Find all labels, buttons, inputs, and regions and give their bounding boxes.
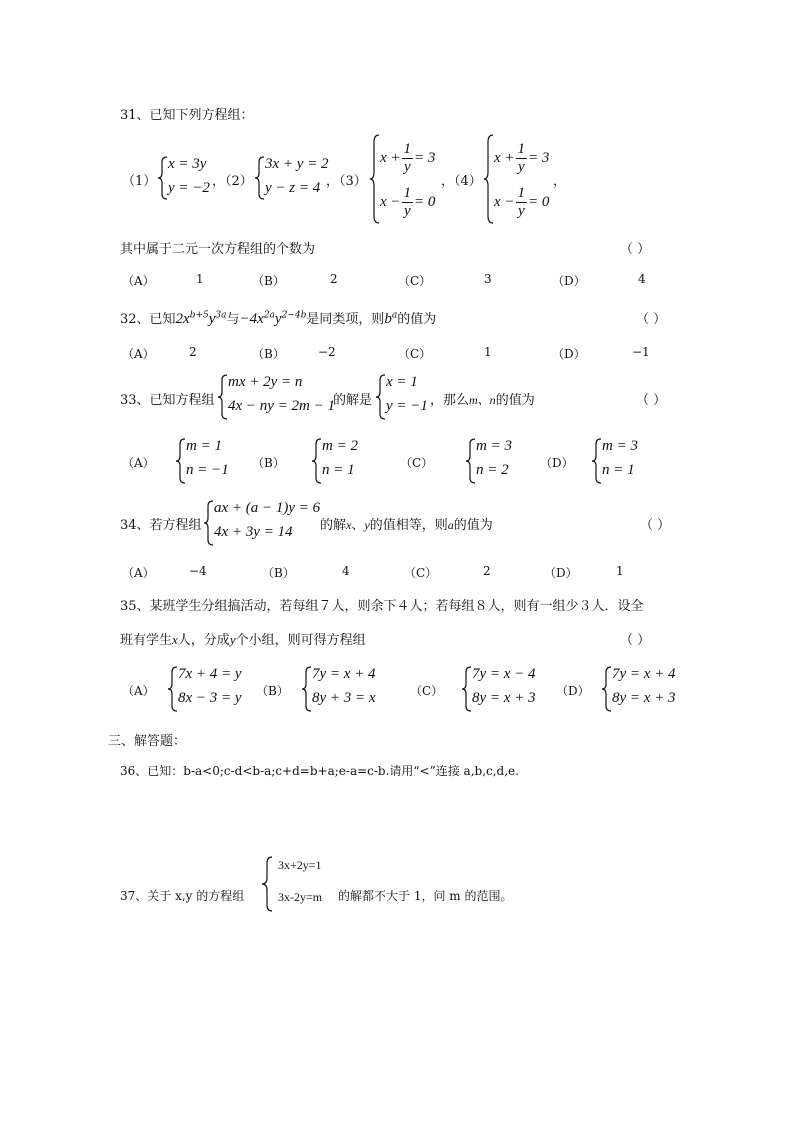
- q33-answer-paren: （ ）: [636, 393, 667, 408]
- q31-answer-paren: （ ）: [620, 242, 651, 257]
- q32-option-c-label: （C）: [398, 347, 432, 361]
- q34-option-d-label: （D）: [544, 566, 578, 580]
- section-3-heading: 三、解答题：: [108, 734, 187, 749]
- q36-text: 36、已知：b-a<0;c-d<b-a;c+d=b+a;e-a=c-b.请用“<”连接 a,b,c,d,e.: [120, 764, 519, 778]
- q37-sys-eq1: 3x+2y=1: [278, 858, 322, 872]
- q31-sys2-eq2: y − z = 4: [265, 180, 321, 196]
- q31-sys4-eq2: x − $\frac{1}{y}$ = 0: [494, 185, 550, 219]
- q37-system: [262, 856, 342, 912]
- q31-label-3: ，（3）: [326, 174, 367, 189]
- q33-a-eq1: m = 1: [186, 438, 222, 454]
- q33-sys-eq2: 4x − ny = 2m − 1: [228, 398, 336, 414]
- brace-icon: [176, 438, 186, 484]
- q33-d-eq1: m = 3: [602, 438, 638, 454]
- q33-sol-eq2: y = −1: [386, 398, 428, 414]
- q34-stem-pre: 34、若方程组: [120, 518, 202, 533]
- q32-stem: 32、已知$2x^{b+5}y^{3a}$与$-4x^{2a}y^{2-4b}$是同类项，则$b^a$的值为: [120, 310, 437, 327]
- q31-sys1-eq1: x = 3y: [168, 156, 207, 172]
- q35-d-eq2: 8y = x + 3: [612, 690, 676, 706]
- q34-sys-eq2: 4x + 3y = 14: [214, 524, 293, 540]
- q31-option-b-label: （B）: [252, 274, 285, 288]
- q33-option-a-system: [176, 438, 236, 484]
- q32-option-d-label: （D）: [552, 347, 586, 361]
- q34-option-c-value: 2: [483, 564, 491, 578]
- q31-sys2-eq1: 3x + y = 2: [265, 156, 329, 172]
- q33-option-b-label: （B）: [252, 456, 285, 470]
- brace-icon: [168, 666, 178, 712]
- q35-c-eq2: 8y = x + 3: [472, 690, 536, 706]
- q33-b-eq1: m = 2: [322, 438, 358, 454]
- q33-d-eq2: n = 1: [602, 462, 635, 478]
- q33-b-eq2: n = 1: [322, 462, 355, 478]
- q31-option-a-label: （A）: [122, 274, 155, 288]
- q31-sys4-eq1: x + $\frac{1}{y}$ = 3: [494, 141, 550, 175]
- brace-icon: [376, 374, 386, 420]
- q37-stem-post: 的解都不大于 1，问 m 的范围。: [338, 889, 513, 903]
- q35-b-eq2: 8y + 3 = x: [312, 690, 376, 706]
- q34-option-a-label: （A）: [122, 566, 155, 580]
- q33-option-d-label: （D）: [540, 456, 574, 470]
- q35-line2: 班有学生x人，分成y个小组，则可得方程组: [120, 632, 366, 648]
- q35-answer-paren: （ ）: [620, 633, 651, 648]
- q33-c-eq1: m = 3: [476, 438, 512, 454]
- q35-b-eq1: 7y = x + 4: [312, 666, 376, 682]
- q35-option-c-label: （C）: [410, 684, 444, 698]
- q32-option-b-label: （B）: [252, 347, 285, 361]
- q33-option-b-system: [312, 438, 372, 484]
- q34-stem-post: 的解x、y的值相等，则a的值为: [320, 518, 493, 533]
- q35-option-a-system: [168, 666, 258, 712]
- q31-option-c-value: 3: [484, 272, 492, 286]
- brace-icon: [204, 500, 214, 546]
- q33-option-c-system: [466, 438, 526, 484]
- q34-sys-eq1: ax + (a − 1)y = 6: [214, 500, 321, 516]
- q32-option-a-label: （A）: [122, 347, 155, 361]
- q31-system-2: [255, 156, 335, 200]
- q33-a-eq2: n = −1: [186, 462, 229, 478]
- q35-option-b-system: [302, 666, 392, 712]
- q34-system: [204, 500, 324, 546]
- q35-a-eq1: 7x + 4 = y: [178, 666, 242, 682]
- q32-option-b-value: −2: [318, 345, 336, 359]
- q34-option-b-value: 4: [342, 564, 350, 578]
- q34-option-d-value: 1: [616, 564, 624, 578]
- q37-sys-eq2: 3x-2y=m: [278, 890, 323, 904]
- brace-icon: [462, 666, 472, 712]
- q34-option-b-label: （B）: [262, 566, 295, 580]
- q34-answer-paren: （ ）: [640, 518, 671, 533]
- q31-option-d-value: 4: [638, 272, 646, 286]
- q31-trailing-comma: ，: [553, 174, 567, 189]
- q35-option-d-label: （D）: [556, 684, 590, 698]
- q35-option-a-label: （A）: [122, 684, 155, 698]
- brace-icon: [602, 666, 612, 712]
- q35-d-eq1: 7y = x + 4: [612, 666, 676, 682]
- q32-option-a-value: 2: [189, 345, 197, 359]
- q33-option-d-system: [592, 438, 652, 484]
- brace-icon: [312, 438, 322, 484]
- brace-icon: [255, 156, 265, 200]
- q31-option-c-label: （C）: [398, 274, 432, 288]
- q31-system-3: [370, 134, 450, 224]
- q32-option-d-value: −1: [632, 345, 650, 359]
- brace-icon: [158, 156, 168, 200]
- q31-system-4: [484, 134, 567, 224]
- brace-icon: [302, 666, 312, 712]
- q31-sys1-eq2: y = −2: [168, 180, 210, 196]
- q31-question: 其中属于二元一次方程组的个数为: [120, 242, 316, 257]
- q31-system-1: [158, 156, 218, 200]
- q31-stem: 31、已知下列方程组：: [120, 108, 254, 123]
- q34-option-a-value: −4: [189, 564, 207, 578]
- q31-label-1: （1）: [122, 174, 157, 189]
- q32-option-c-value: 1: [484, 345, 492, 359]
- q31-option-d-label: （D）: [552, 274, 586, 288]
- q33-option-a-label: （A）: [122, 456, 155, 470]
- brace-icon: [218, 374, 228, 420]
- q34-option-c-label: （C）: [404, 566, 438, 580]
- q33-solution: [376, 374, 436, 420]
- q33-sol-eq1: x = 1: [386, 374, 418, 390]
- q33-stem-post: ，那么m、n的值为: [430, 393, 535, 408]
- q33-sys-eq1: mx + 2y = n: [228, 374, 303, 390]
- q35-line1: 35、某班学生分组搞活动，若每组７人，则余下４人；若每组８人，则有一组少３人．设全: [120, 599, 644, 614]
- q35-c-eq1: 7y = x − 4: [472, 666, 536, 682]
- q31-sys3-eq1: x + $\frac{1}{y}$ = 3: [380, 141, 436, 175]
- q35-option-d-system: [602, 666, 692, 712]
- q32-answer-paren: （ ）: [636, 312, 667, 327]
- q33-c-eq2: n = 2: [476, 462, 509, 478]
- q35-option-b-label: （B）: [256, 684, 289, 698]
- q31-label-2: ，（2）: [212, 174, 253, 189]
- q31-option-b-value: 2: [330, 272, 338, 286]
- q33-stem-mid: 的解是: [333, 393, 373, 408]
- brace-icon: [592, 438, 602, 484]
- q31-sys3-eq2: x − $\frac{1}{y}$ = 0: [380, 185, 436, 219]
- q33-stem-pre: 33、已知方程组: [120, 393, 215, 408]
- brace-icon: [484, 134, 494, 224]
- q31-label-4: ，（4）: [441, 174, 482, 189]
- q33-system: [218, 374, 338, 420]
- brace-icon: [370, 134, 380, 224]
- q31-option-a-value: 1: [196, 272, 204, 286]
- brace-icon: [466, 438, 476, 484]
- q35-option-c-system: [462, 666, 552, 712]
- brace-icon: [262, 856, 274, 912]
- q33-option-c-label: （C）: [400, 456, 434, 470]
- q37-stem-pre: 37、关于 x,y 的方程组: [120, 889, 245, 903]
- q35-a-eq2: 8x − 3 = y: [178, 690, 242, 706]
